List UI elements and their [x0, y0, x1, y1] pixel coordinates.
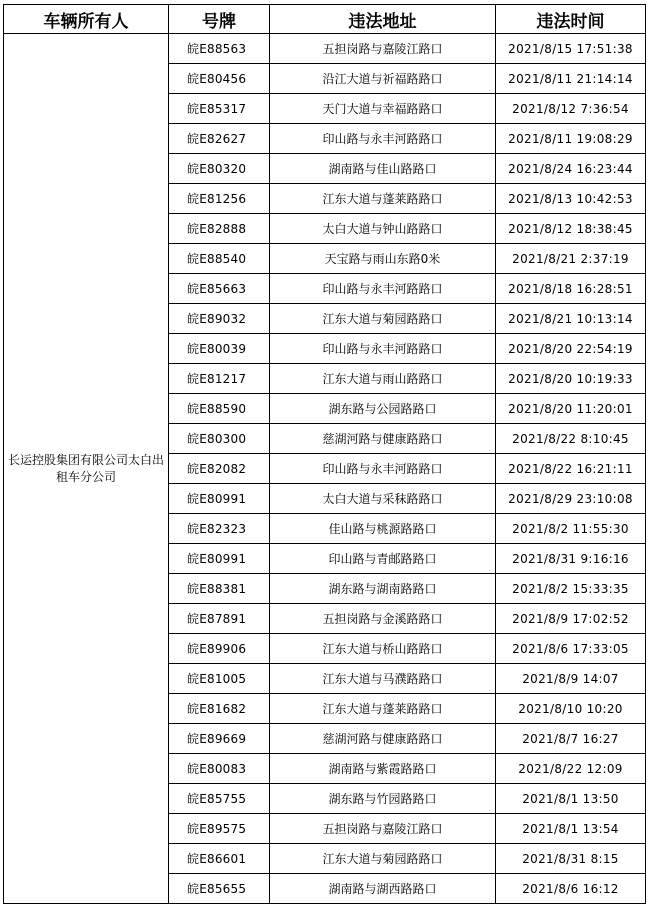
location-cell: 天门大道与幸福路路口	[270, 94, 496, 124]
location-cell: 太白大道与钟山路路口	[270, 214, 496, 244]
plate-cell: 皖E82082	[169, 454, 270, 484]
time-cell: 2021/8/12 7:36:54	[496, 94, 646, 124]
location-cell: 佳山路与桃源路路口	[270, 514, 496, 544]
location-cell: 慈湖河路与健康路路口	[270, 724, 496, 754]
owner-cell: 长运控股集团有限公司太白出租车分公司	[4, 34, 169, 904]
plate-cell: 皖E89032	[169, 304, 270, 334]
time-cell: 2021/8/22 16:21:11	[496, 454, 646, 484]
time-cell: 2021/8/20 11:20:01	[496, 394, 646, 424]
location-cell: 江东大道与蓬莱路路口	[270, 184, 496, 214]
time-cell: 2021/8/18 16:28:51	[496, 274, 646, 304]
time-cell: 2021/8/10 10:20	[496, 694, 646, 724]
plate-cell: 皖E80300	[169, 424, 270, 454]
location-cell: 天宝路与雨山东路0米	[270, 244, 496, 274]
time-cell: 2021/8/21 2:37:19	[496, 244, 646, 274]
plate-cell: 皖E81217	[169, 364, 270, 394]
time-cell: 2021/8/24 16:23:44	[496, 154, 646, 184]
plate-cell: 皖E85663	[169, 274, 270, 304]
plate-cell: 皖E82323	[169, 514, 270, 544]
plate-cell: 皖E82627	[169, 124, 270, 154]
time-cell: 2021/8/22 12:09	[496, 754, 646, 784]
location-cell: 江东大道与马濮路路口	[270, 664, 496, 694]
table-row	[4, 34, 646, 64]
time-cell: 2021/8/1 13:54	[496, 814, 646, 844]
location-cell: 太白大道与采秣路路口	[270, 484, 496, 514]
location-cell: 湖南路与湖西路路口	[270, 874, 496, 904]
location-cell: 印山路与永丰河路路口	[270, 454, 496, 484]
location-cell: 湖东路与竹园路路口	[270, 784, 496, 814]
plate-cell: 皖E81682	[169, 694, 270, 724]
header-location: 违法地址	[270, 5, 496, 34]
time-cell: 2021/8/2 15:33:35	[496, 574, 646, 604]
location-cell: 湖南路与紫霞路路口	[270, 754, 496, 784]
plate-cell: 皖E89906	[169, 634, 270, 664]
time-cell: 2021/8/6 17:33:05	[496, 634, 646, 664]
plate-cell: 皖E85655	[169, 874, 270, 904]
time-cell: 2021/8/11 21:14:14	[496, 64, 646, 94]
time-cell: 2021/8/9 14:07	[496, 664, 646, 694]
location-cell: 慈湖河路与健康路路口	[270, 424, 496, 454]
time-cell: 2021/8/1 13:50	[496, 784, 646, 814]
plate-cell: 皖E86601	[169, 844, 270, 874]
location-cell: 湖东路与公园路路口	[270, 394, 496, 424]
time-cell: 2021/8/22 8:10:45	[496, 424, 646, 454]
location-cell: 印山路与青邮路路口	[270, 544, 496, 574]
time-cell: 2021/8/13 10:42:53	[496, 184, 646, 214]
header-owner: 车辆所有人	[4, 5, 169, 34]
location-cell: 五担岗路与嘉陵江路口	[270, 34, 496, 64]
location-cell: 印山路与永丰河路路口	[270, 334, 496, 364]
header-row	[4, 5, 646, 34]
time-cell: 2021/8/2 11:55:30	[496, 514, 646, 544]
location-cell: 五担岗路与金溪路路口	[270, 604, 496, 634]
violations-table	[3, 4, 646, 904]
time-cell: 2021/8/21 10:13:14	[496, 304, 646, 334]
location-cell: 印山路与永丰河路路口	[270, 124, 496, 154]
plate-cell: 皖E85317	[169, 94, 270, 124]
location-cell: 江东大道与桥山路路口	[270, 634, 496, 664]
plate-cell: 皖E80456	[169, 64, 270, 94]
time-cell: 2021/8/29 23:10:08	[496, 484, 646, 514]
plate-cell: 皖E80320	[169, 154, 270, 184]
location-cell: 江东大道与蓬莱路路口	[270, 694, 496, 724]
time-cell: 2021/8/20 22:54:19	[496, 334, 646, 364]
plate-cell: 皖E89669	[169, 724, 270, 754]
plate-cell: 皖E80039	[169, 334, 270, 364]
time-cell: 2021/8/12 18:38:45	[496, 214, 646, 244]
plate-cell: 皖E89575	[169, 814, 270, 844]
header-time: 违法时间	[496, 5, 646, 34]
time-cell: 2021/8/6 16:12	[496, 874, 646, 904]
plate-cell: 皖E88590	[169, 394, 270, 424]
time-cell: 2021/8/9 17:02:52	[496, 604, 646, 634]
plate-cell: 皖E85755	[169, 784, 270, 814]
location-cell: 印山路与永丰河路路口	[270, 274, 496, 304]
plate-cell: 皖E87891	[169, 604, 270, 634]
plate-cell: 皖E82888	[169, 214, 270, 244]
plate-cell: 皖E88540	[169, 244, 270, 274]
time-cell: 2021/8/15 17:51:38	[496, 34, 646, 64]
plate-cell: 皖E81256	[169, 184, 270, 214]
location-cell: 沿江大道与祈福路路口	[270, 64, 496, 94]
plate-cell: 皖E88381	[169, 574, 270, 604]
location-cell: 湖南路与佳山路路口	[270, 154, 496, 184]
time-cell: 2021/8/31 9:16:16	[496, 544, 646, 574]
plate-cell: 皖E80083	[169, 754, 270, 784]
time-cell: 2021/8/7 16:27	[496, 724, 646, 754]
plate-cell: 皖E80991	[169, 484, 270, 514]
location-cell: 五担岗路与嘉陵江路口	[270, 814, 496, 844]
plate-cell: 皖E80991	[169, 544, 270, 574]
time-cell: 2021/8/11 19:08:29	[496, 124, 646, 154]
table-header	[4, 5, 646, 34]
plate-cell: 皖E81005	[169, 664, 270, 694]
table-body	[4, 34, 646, 904]
location-cell: 江东大道与菊园路路口	[270, 844, 496, 874]
location-cell: 江东大道与雨山路路口	[270, 364, 496, 394]
time-cell: 2021/8/20 10:19:33	[496, 364, 646, 394]
plate-cell: 皖E88563	[169, 34, 270, 64]
location-cell: 江东大道与菊园路路口	[270, 304, 496, 334]
location-cell: 湖东路与湖南路路口	[270, 574, 496, 604]
header-plate: 号牌	[169, 5, 270, 34]
time-cell: 2021/8/31 8:15	[496, 844, 646, 874]
